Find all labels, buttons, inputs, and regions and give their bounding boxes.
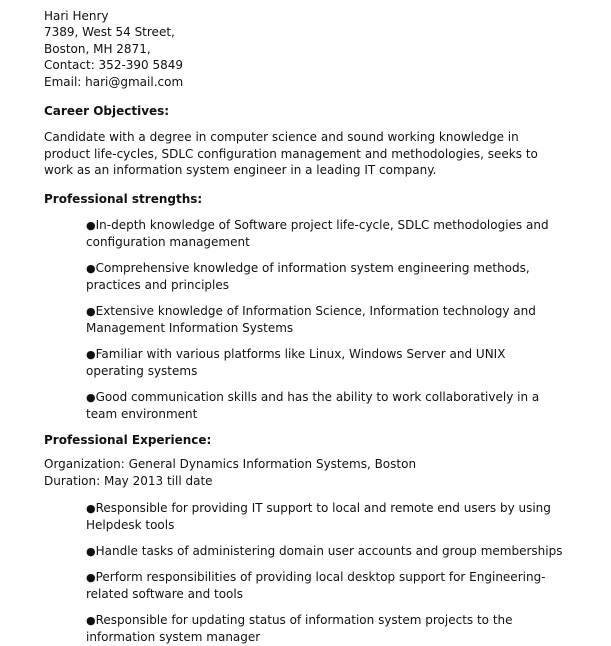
strength-item [86,217,566,251]
contact-email: Email: hari@gmail.com [44,74,184,89]
experience-item [86,612,566,646]
strength-item [86,346,566,380]
contact-address-line2: Boston, MH 2871, [44,41,151,56]
experience-text: Handle tasks of administering domain user accounts and group memberships [95,543,563,558]
bullet-icon: ● [86,570,96,584]
experience-item [86,500,566,534]
strength-text: In-depth knowledge of Software project life-cycle, SDLC methodologies and configuration management [86,217,549,249]
professional-experience-heading: Professional Experience: [44,432,212,447]
bullet-icon: ● [86,390,96,404]
career-objectives-heading: Career Objectives: [44,104,170,119]
bullet-icon: ● [86,347,96,361]
strength-item [86,389,566,423]
experience-text: Perform responsibilities of providing local desktop support for Engineering-related software and tools [86,569,546,601]
bullet-icon: ● [86,304,96,318]
contact-phone: Contact: 352-390 5849 [44,58,184,73]
strength-text: Extensive knowledge of Information Science, Information technology and Management Information Systems [86,303,536,335]
experience-text: Responsible for updating status of information system projects to the information system manager [86,612,513,644]
strengths-list [44,217,584,423]
experience-item [86,569,566,603]
contact-address-line1: 7389, West 54 Street, [44,25,175,40]
career-objectives-text: Candidate with a degree in computer science and sound working knowledge in product life-cycles, SDLC configuration management and methodologies, seeks to work as an information system engineer in a leading IT company. [44,130,538,178]
contact-name: Hari Henry [44,9,109,23]
experience-duration: Duration: May 2013 till date [44,473,213,488]
strength-text: Comprehensive knowledge of information system engineering methods, practices and principles [86,260,530,292]
bullet-icon: ● [86,501,96,515]
experience-item [86,543,566,560]
strength-text: Good communication skills and has the ability to work collaboratively in a team environment [86,389,540,421]
experience-text: Responsible for providing IT support to local and remote end users by using Helpdesk tools [86,500,551,532]
professional-strengths-heading: Professional strengths: [44,191,203,206]
contact-block [44,8,584,90]
bullet-icon: ● [86,261,96,275]
bullet-icon: ● [86,544,96,558]
bullet-icon: ● [86,613,96,627]
bullet-icon: ● [86,218,96,232]
experience-list [44,500,584,646]
strength-item [86,303,566,337]
strength-item [86,260,566,294]
strength-text: Familiar with various platforms like Linux, Windows Server and UNIX operating systems [86,346,506,378]
experience-organization: Organization: General Dynamics Information Systems, Boston [44,456,417,471]
resume-document [44,8,584,646]
